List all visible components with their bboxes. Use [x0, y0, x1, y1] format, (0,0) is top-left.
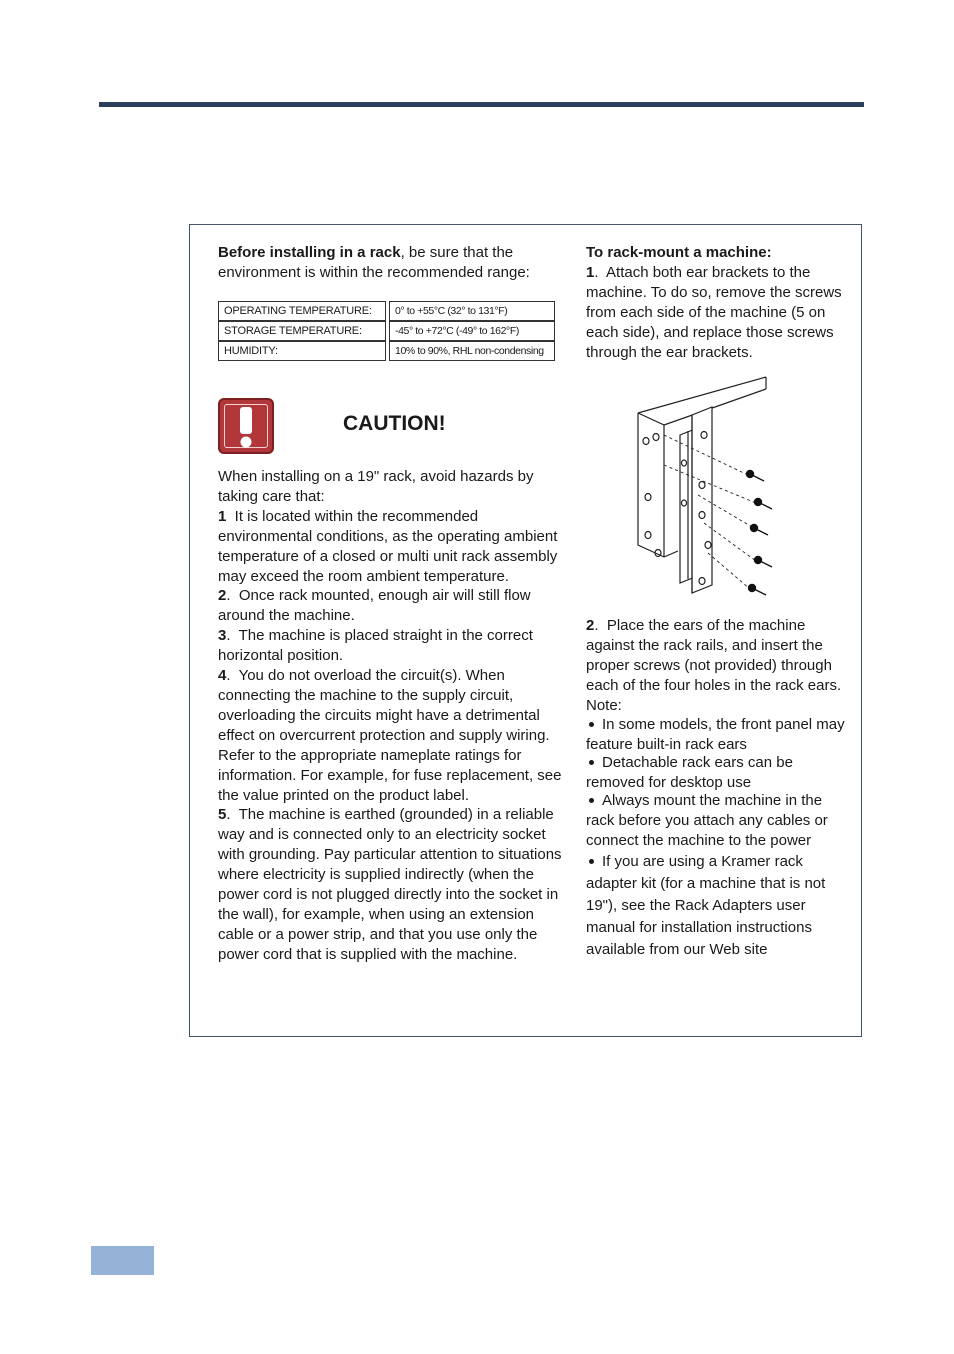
caution-item-number: 4 [218, 667, 227, 685]
header-rule [99, 102, 864, 107]
env-value: -45° to +72°C (-49° to 162°F) [389, 321, 555, 341]
step-number: 1 [586, 264, 595, 281]
caution-item [218, 507, 574, 587]
note-text: Always mount the machine in the rack before you attach any cables or connect the machine to the power [586, 792, 828, 849]
caution-item-text: It is located within the recommended environmental conditions, as the operating ambient temperature of a closed or multi unit rack assembly may exceed the room ambient temperature. [218, 507, 562, 585]
caution-item-text: . Once rack mounted, enough air will still flow around the machine. [218, 587, 535, 625]
caution-text [218, 467, 574, 965]
rack-intro [218, 243, 574, 283]
caution-item-text: . The machine is placed straight in the correct horizontal position. [218, 627, 538, 665]
caution-item [218, 805, 574, 964]
step-text: . Attach both ear brackets to the machine. To do so, remove the screws from each side of the machine (5 on each side), and replace those screws through the ear brackets. [586, 264, 846, 361]
caution-item-text: . You do not overload the circuit(s). When connecting the machine to the supply circuit, overloading the circuits might have a detrimental effect on overcurrent protection and supply wiring. Refer to the appropriate nameplate ratings for information. For example, for fuse replacement, see the value printed on the product label. [218, 667, 566, 804]
page-number-tab [91, 1246, 154, 1275]
bullet-icon [589, 859, 594, 864]
caution-item-number: 2 [218, 587, 227, 605]
caution-item-number: 5 [218, 806, 227, 824]
bullet-icon [589, 798, 594, 803]
rack-mount-title [586, 243, 848, 263]
rack-mount-step [586, 263, 848, 363]
bullet-icon [589, 722, 594, 727]
rack-mount-instructions [586, 243, 848, 363]
env-label: STORAGE TEMPERATURE: [218, 321, 386, 341]
rack-installation-box [189, 224, 862, 1037]
rack-intro-text [218, 243, 574, 283]
note-item [586, 753, 848, 793]
rack-intro-rest: , be sure that the environment is within the recommended range: [218, 244, 530, 281]
note-item [586, 851, 848, 961]
step-number: 2 [586, 617, 595, 634]
exclamation-icon [218, 398, 274, 454]
caution-icon [218, 398, 274, 454]
caution-intro: When installing on a 19" rack, avoid hazards by taking care that: [218, 468, 534, 505]
note-text: If you are using a Kramer rack adapter kit (for a machine that is not 19"), see the Rack Adapters user manual for installation instructions available from our Web site [586, 853, 826, 958]
note-item [586, 715, 848, 755]
rack-mount-title-text: To rack-mount a machine: [586, 244, 772, 261]
step-text: . Place the ears of the machine against the rack rails, and insert the proper screws (not provided) through each of the four holes in the rack ears. [586, 617, 842, 694]
rack-mount-continued [586, 616, 848, 961]
caution-item-text: . The machine is earthed (grounded) in a reliable way and is connected only to an electricity socket with grounding. Pay particular attention to situations where electricity is supplied indirectly (when the power cord is not plugged directly into the socket in the wall), for example, when using an extension cable or a power strip, and that you use only the power cord that is supplied with the machine. [218, 806, 566, 963]
caution-item [218, 626, 574, 666]
env-label: OPERATING TEMPERATURE: [218, 301, 386, 321]
table-row [218, 321, 555, 341]
rack-intro-bold: Before installing in a rack [218, 244, 401, 261]
table-row [218, 301, 555, 321]
table-row [218, 341, 555, 361]
caution-item-number: 3 [218, 627, 227, 645]
caution-item [218, 666, 574, 805]
env-value: 10% to 90%, RHL non-condensing [389, 341, 555, 361]
bullet-icon [589, 760, 594, 765]
note-text: Detachable rack ears can be removed for desktop use [586, 754, 793, 791]
env-label: HUMIDITY: [218, 341, 386, 361]
caution-title: CAUTION! [343, 412, 446, 435]
note-item [586, 791, 848, 851]
rack-mount-step [586, 616, 848, 696]
rack-ear-illustration [618, 375, 806, 615]
note-label: Note: [586, 697, 622, 714]
caution-item [218, 586, 574, 626]
caution-item-number: 1 [218, 507, 227, 525]
note-text: In some models, the front panel may feature built-in rack ears [586, 716, 845, 753]
environment-table [215, 301, 558, 361]
caution-header [218, 398, 574, 458]
env-value: 0° to +55°C (32° to 131°F) [389, 301, 555, 321]
